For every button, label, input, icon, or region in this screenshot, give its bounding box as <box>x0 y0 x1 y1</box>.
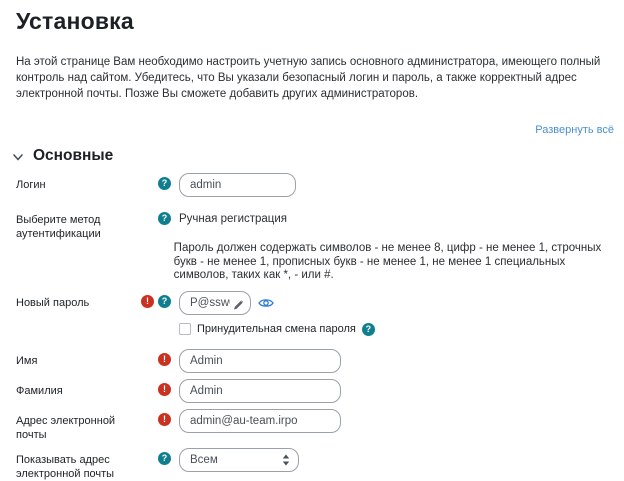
force-change-row <box>16 323 614 336</box>
section-title: Основные <box>33 147 114 164</box>
expand-all-link[interactable]: Развернуть всё <box>535 124 614 136</box>
lastname-input[interactable] <box>179 379 341 403</box>
email-input[interactable] <box>179 409 341 433</box>
page-title: Установка <box>16 8 134 34</box>
required-icon[interactable]: ! <box>141 295 154 308</box>
section-header-general[interactable] <box>12 147 614 165</box>
chevron-down-icon <box>12 150 24 162</box>
required-icon[interactable]: ! <box>158 383 171 396</box>
admin-account-form <box>16 173 614 481</box>
email-display-selected-value: Всем <box>190 453 218 466</box>
new-password-input[interactable] <box>179 291 251 315</box>
password-hint-row <box>16 241 614 283</box>
email-row <box>16 409 614 442</box>
page-description: На этой странице Вам необходимо настроить учетную запись основного администратора, имеющего полный контроль над сайтом. Убедитесь, что Вы указали безопасный логин и пароль, а также корректный адрес электронной почты. Позже Вы сможете добавить других администраторов. <box>16 56 601 100</box>
required-icon[interactable]: ! <box>158 353 171 366</box>
username-input[interactable] <box>179 173 296 197</box>
lastname-row <box>16 379 614 403</box>
new-password-row <box>16 291 614 315</box>
help-icon[interactable]: ? <box>158 212 171 225</box>
auth-method-row <box>16 208 614 241</box>
email-display-select[interactable] <box>179 448 299 472</box>
auth-method-value: Ручная регистрация <box>179 213 288 225</box>
force-password-change-label: Принудительная смена пароля <box>197 323 356 335</box>
help-icon[interactable]: ? <box>158 295 171 308</box>
force-password-change-checkbox[interactable] <box>179 323 191 335</box>
auth-method-label: Выберите метод аутентификации <box>16 214 101 240</box>
help-icon[interactable]: ? <box>158 452 171 465</box>
expand-all-row <box>16 120 614 138</box>
required-icon[interactable]: ! <box>158 413 171 426</box>
help-icon[interactable]: ? <box>158 177 171 190</box>
email-display-label: Показывать адрес электронной почты <box>16 453 115 480</box>
eye-icon[interactable] <box>258 296 274 310</box>
new-password-label: Новый пароль <box>16 296 90 309</box>
password-requirements-text: Пароль должен содержать символов - не менее 8, цифр - не менее 1, строчных букв - не менее 1, прописных букв - не менее 1, не менее 1 специальных символов, таких как *, - или #. <box>173 242 602 281</box>
firstname-row <box>16 349 614 373</box>
help-icon[interactable]: ? <box>362 323 375 336</box>
lastname-label: Фамилия <box>16 384 63 397</box>
email-label: Адрес электронной почты <box>16 414 116 441</box>
username-row <box>16 173 614 197</box>
username-label: Логин <box>16 179 46 191</box>
firstname-label: Имя <box>16 354 38 367</box>
firstname-input[interactable] <box>179 349 341 373</box>
email-display-row <box>16 448 614 481</box>
select-updown-icon <box>282 454 290 466</box>
